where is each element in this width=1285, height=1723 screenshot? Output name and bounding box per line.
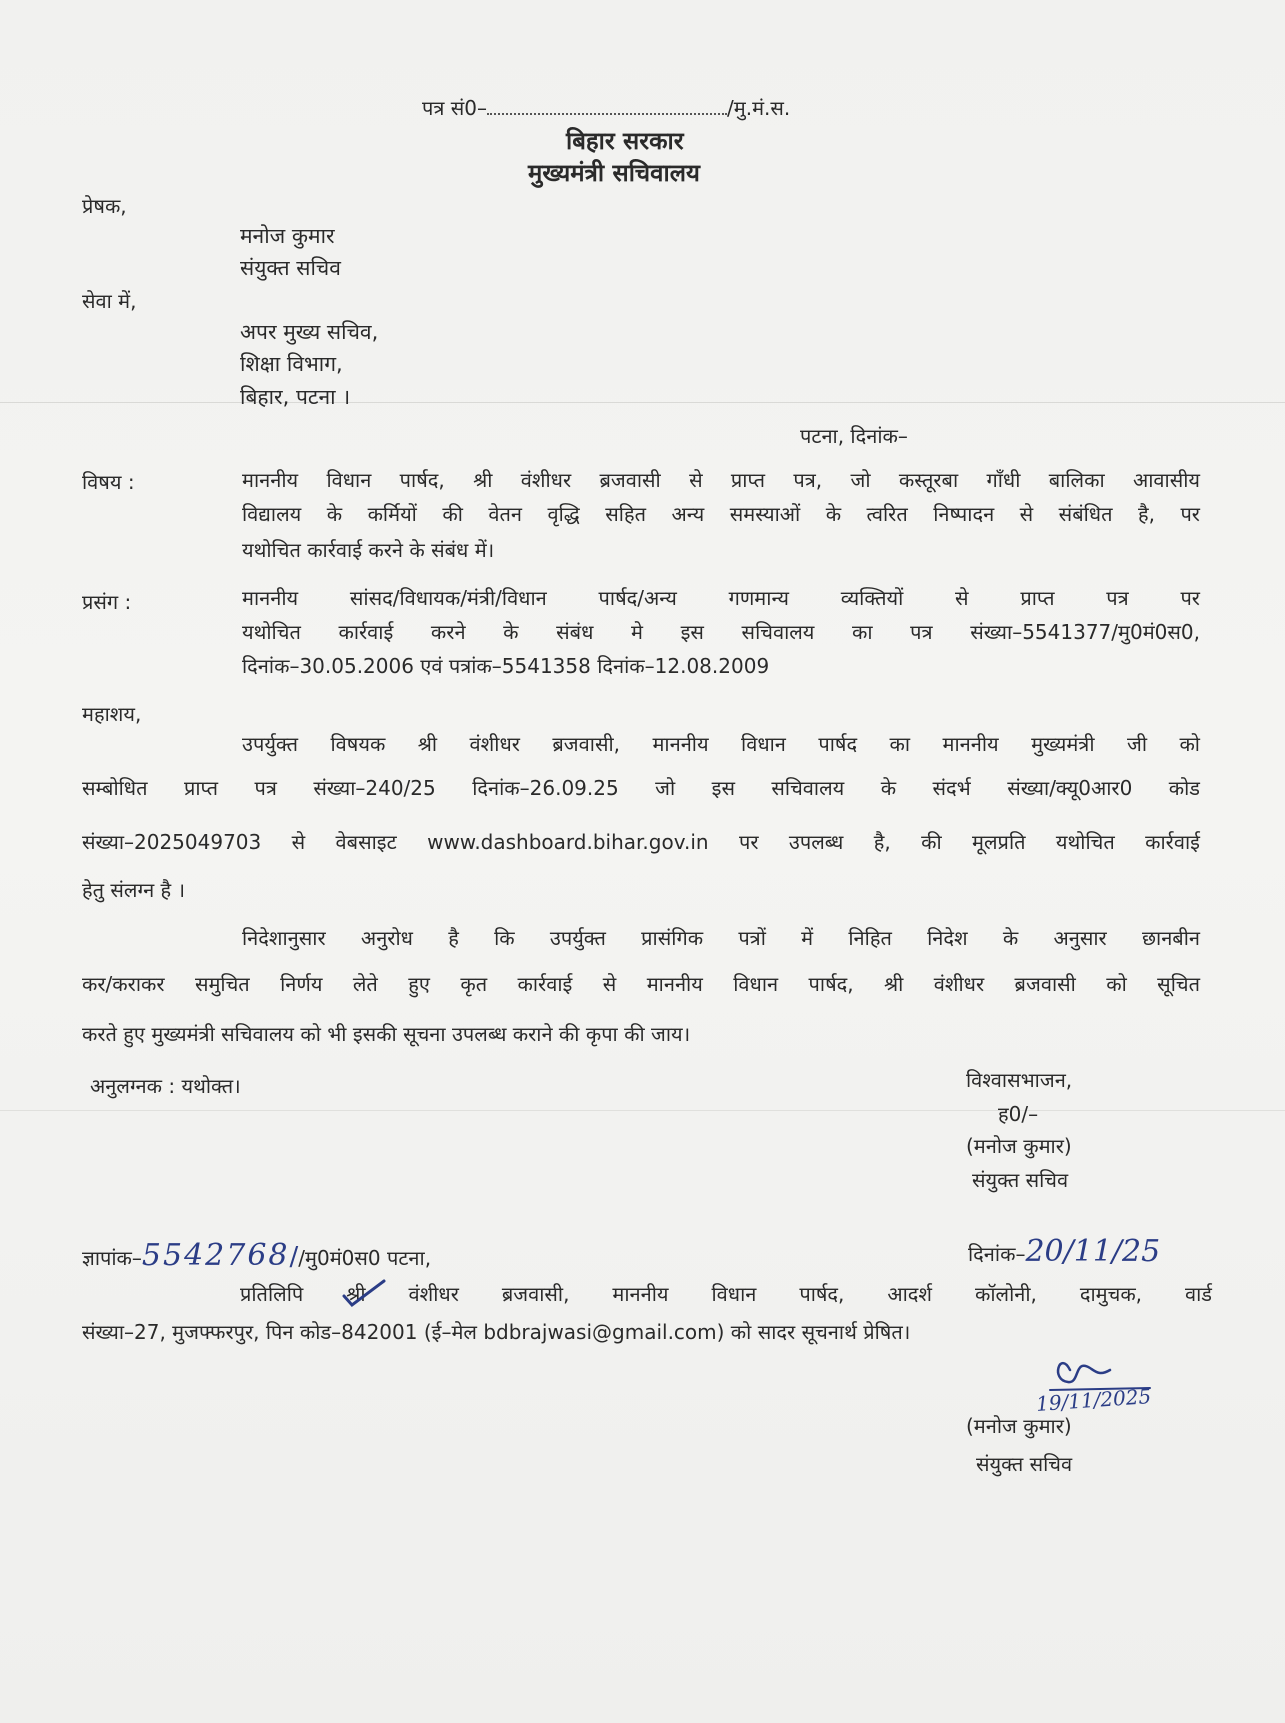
letter-number-suffix: /मु.मं.स. xyxy=(727,96,791,120)
memo-slash-mark: / xyxy=(289,1242,299,1272)
copy-line-1: प्रतिलिपि श्री वंशीधर ब्रजवासी, माननीय विधान पार्षद, आदर्श कॉलोनी, दामुचक, वार्ड xyxy=(240,1282,1212,1306)
memo-prefix: ज्ञापांक– xyxy=(82,1246,142,1270)
tick-mark-icon xyxy=(340,1278,388,1308)
letter-number-blank xyxy=(487,99,727,115)
sender-designation: संयुक्त सचिव xyxy=(240,256,341,280)
memo-line xyxy=(82,1238,431,1273)
memo-date xyxy=(968,1234,1160,1269)
subject-line-3: यथोचित कार्रवाई करने के संबंध में। xyxy=(242,538,495,562)
enclosure: अनुलग्नक : यथोक्त। xyxy=(90,1074,241,1098)
para2-line-3: करते हुए मुख्यमंत्री सचिवालय को भी इसकी सूचना उपलब्ध कराने की कृपा की जाय। xyxy=(82,1022,691,1046)
paper-fold-line xyxy=(0,402,1285,403)
subject-label: विषय : xyxy=(82,470,135,494)
final-handwritten-date: 19/11/2025 xyxy=(1035,1384,1152,1416)
para1-line-3: संख्या–2025049703 से वेबसाइट www.dashboard.bihar.gov.in पर उपलब्ध है, की मूलप्रति यथोचित कार्रवाई xyxy=(82,830,1200,854)
salutation: महाशय, xyxy=(82,702,142,726)
reference-line-2: यथोचित कार्रवाई करने के संबंध मे इस सचिवालय का पत्र संख्या–5541377/मु0मं0स0, xyxy=(242,620,1200,644)
reference-line-1: माननीय सांसद/विधायक/मंत्री/विधान पार्षद/अन्य गणमान्य व्यक्तियों से प्राप्त पत्र पर xyxy=(242,586,1200,610)
para1-line-4: हेतु संलग्न है । xyxy=(82,878,186,902)
memo-date-handwritten: 20/11/25 xyxy=(1025,1234,1161,1269)
final-sign-designation: संयुक्त सचिव xyxy=(976,1452,1073,1476)
sender-label: प्रेषक, xyxy=(82,194,127,218)
signoff-name: (मनोज कुमार) xyxy=(966,1134,1072,1158)
recipient-line-2: शिक्षा विभाग, xyxy=(240,352,343,376)
memo-date-label: दिनांक– xyxy=(968,1242,1026,1266)
recipient-line-1: अपर मुख्य सचिव, xyxy=(240,320,379,344)
para1-line-1: उपर्युक्त विषयक श्री वंशीधर ब्रजवासी, माननीय विधान पार्षद का माननीय मुख्यमंत्री जी को xyxy=(242,732,1200,756)
letter-number-prefix: पत्र सं0– xyxy=(422,96,488,120)
reference-label: प्रसंग : xyxy=(82,590,132,614)
para2-line-1: निदेशानुसार अनुरोध है कि उपर्युक्त प्रासंगिक पत्रों में निहित निदेश के अनुसार छानबीन xyxy=(242,926,1200,950)
signed-marker: ह0/– xyxy=(998,1102,1039,1126)
office-heading: मुख्यमंत्री सचिवालय xyxy=(528,159,700,187)
copy-line-2: संख्या–27, मुजफ्फरपुर, पिन कोड–842001 (ई–मेल bdbrajwasi@gmail.com) को सादर सूचनार्थ प्रेषित। xyxy=(82,1320,911,1344)
memo-suffix: /मु0मं0स0 पटना, xyxy=(298,1246,432,1270)
memo-number-handwritten: 5542768 xyxy=(141,1238,290,1273)
signoff-designation: संयुक्त सचिव xyxy=(972,1168,1069,1192)
paper-fold-line-lower xyxy=(0,1110,1285,1111)
final-sign-name: (मनोज कुमार) xyxy=(966,1414,1072,1438)
govt-heading: बिहार सरकार xyxy=(566,127,684,155)
reference-line-3: दिनांक–30.05.2006 एवं पत्रांक–5541358 दिनांक–12.08.2009 xyxy=(242,654,770,678)
place-date: पटना, दिनांक– xyxy=(800,424,908,448)
letter-number-line xyxy=(422,94,790,121)
subject-line-1: माननीय विधान पार्षद, श्री वंशीधर ब्रजवासी से प्राप्त पत्र, जो कस्तूरबा गाँधी बालिका आवासीय xyxy=(242,468,1200,492)
para2-line-2: कर/कराकर समुचित निर्णय लेते हुए कृत कार्रवाई से माननीय विधान पार्षद, श्री वंशीधर ब्रजवासी को सूचित xyxy=(82,972,1200,996)
para1-line-2: सम्बोधित प्राप्त पत्र संख्या–240/25 दिनांक–26.09.25 जो इस सचिवालय के संदर्भ संख्या/क्यू0आर0 कोड xyxy=(82,776,1200,800)
recipient-line-3: बिहार, पटना । xyxy=(240,385,351,409)
sender-name: मनोज कुमार xyxy=(240,224,335,248)
closing: विश्वासभाजन, xyxy=(966,1068,1073,1092)
recipient-label: सेवा में, xyxy=(82,289,137,313)
subject-line-2: विद्यालय के कर्मियों की वेतन वृद्धि सहित अन्य समस्याओं के त्वरित निष्पादन से संबंधित है, पर xyxy=(242,502,1200,526)
